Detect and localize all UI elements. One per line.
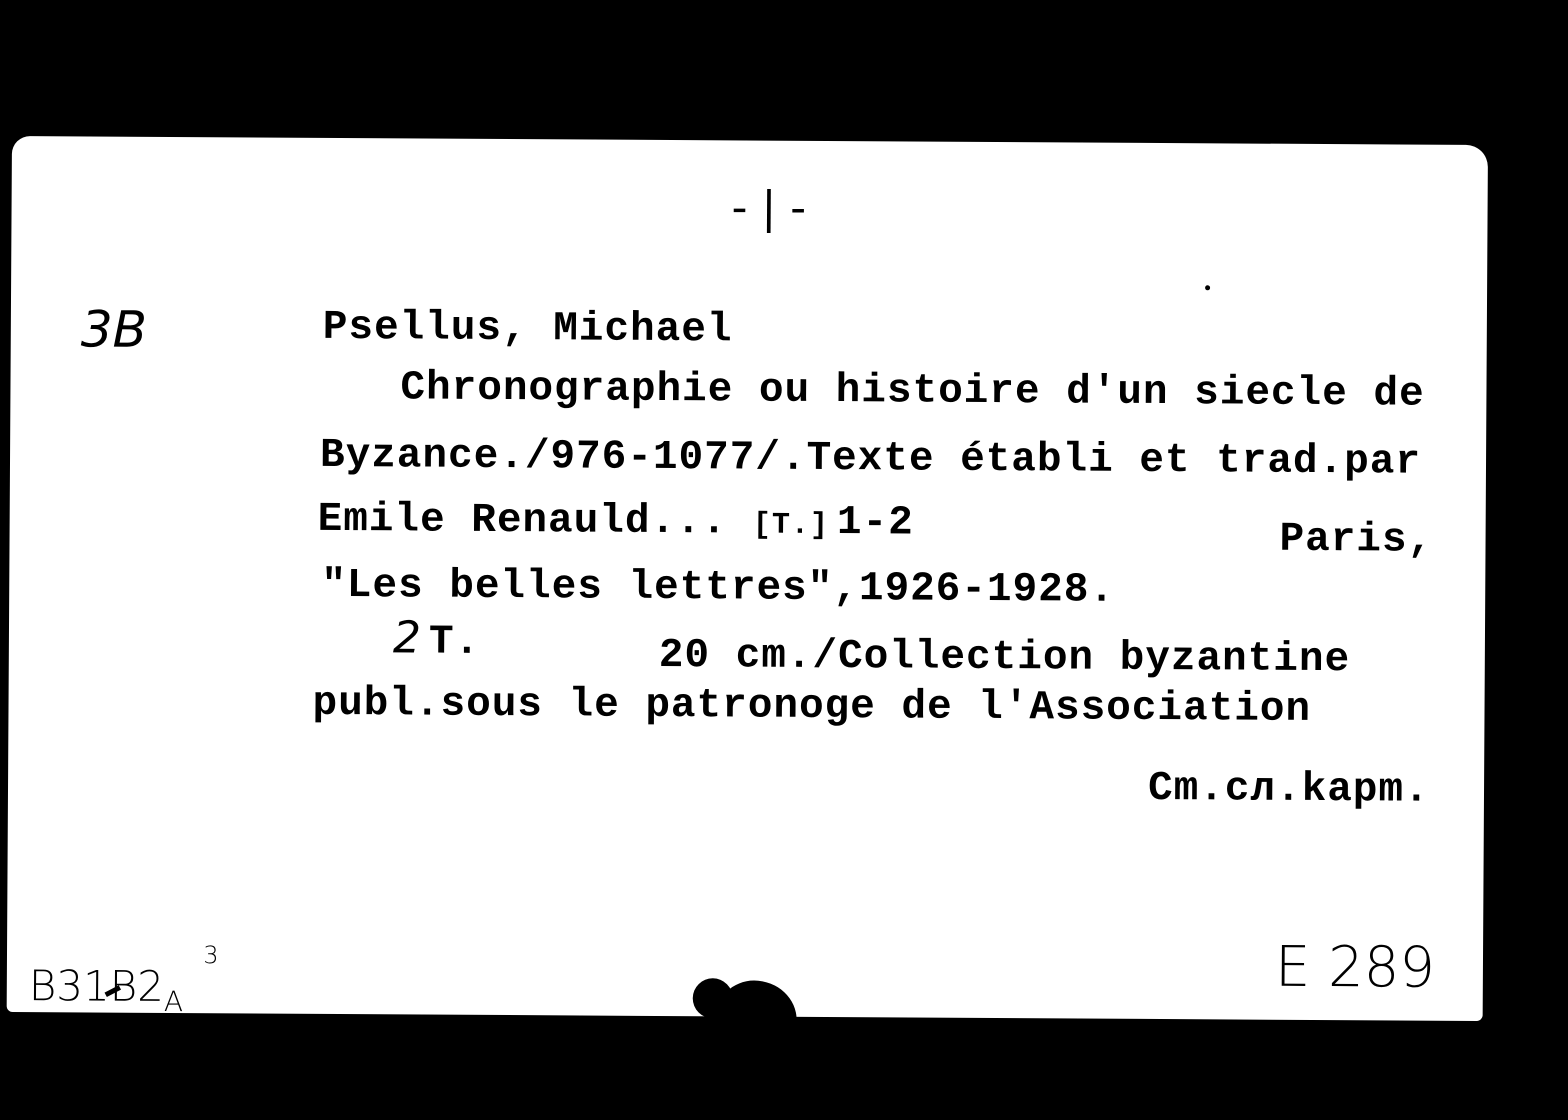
publisher-line: "Les belles lettres",1926-1928. [321,562,1116,614]
cross-reference: Cm.cл.kapm. [1147,765,1430,814]
volumes-range: 1-2 [836,500,914,547]
bottom-left-code-main: B31B2 [28,961,165,1011]
page-mark: - | - [731,182,807,234]
editor-text: Emile Renauld... [317,496,754,546]
title-line-3 [317,496,914,547]
bottom-right-code: E 289 [1274,934,1436,1001]
volume-count-handwritten: 2 [392,612,422,664]
author-heading: Psellus, Michael [322,304,733,354]
collection-line: 20 cm./Collection byzantine [658,632,1351,684]
title-line-1: Chronographie ou histoire d'un siecle de [400,365,1425,418]
ink-blot [714,980,797,1078]
title-line-2: Byzance./976-1077/.Texte établi et trad.par [319,432,1422,486]
volume-count-typed: T. [428,619,481,666]
catalog-card [7,136,1488,1021]
shelf-mark: 3B [80,300,148,359]
series-line: publ.sous le patronoge de l'Association [312,680,1312,733]
place-of-publication: Paris, [1279,516,1434,564]
bottom-left-code-sup: 3 [203,941,219,970]
bottom-left-code-sub: A [163,984,184,1019]
bottom-left-code [28,941,219,1019]
speck-mark [1205,285,1210,290]
volumes-bracket: [T.] [752,508,830,543]
